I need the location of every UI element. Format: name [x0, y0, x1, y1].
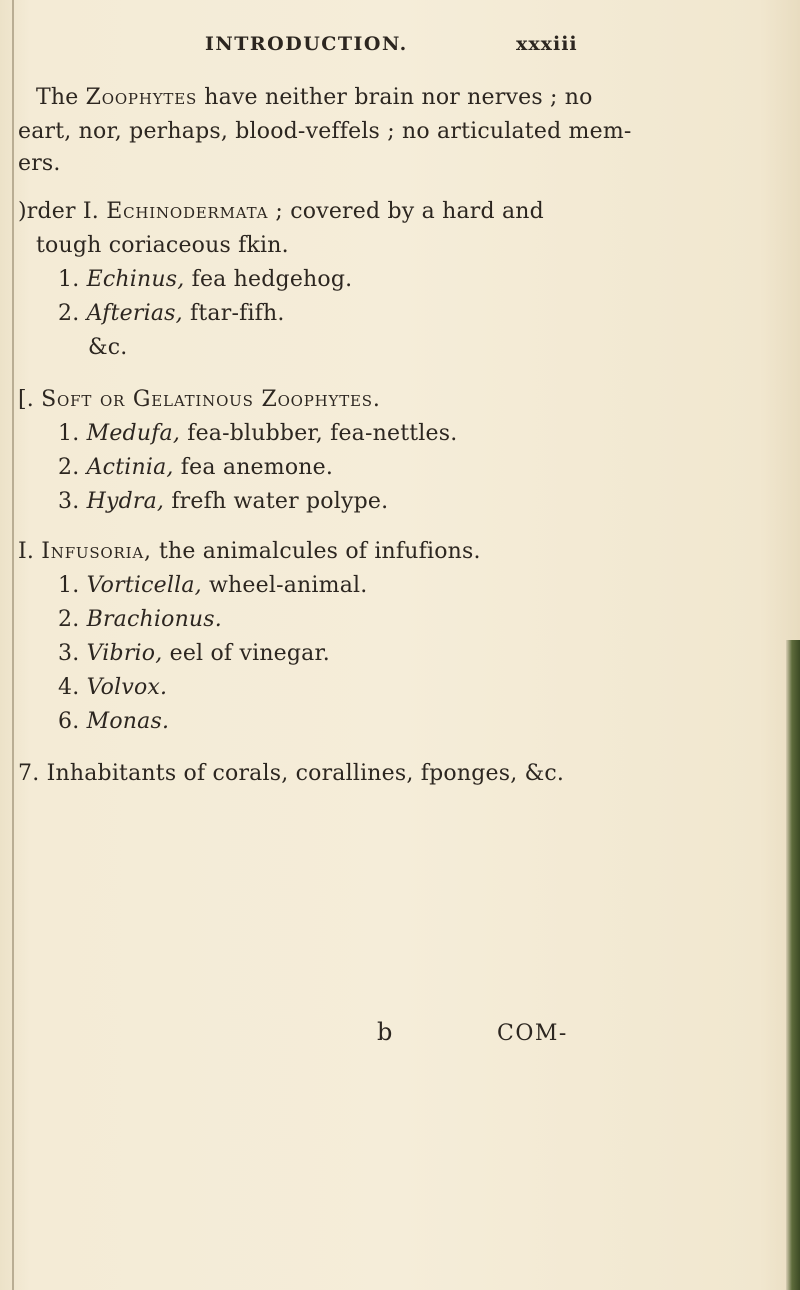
order-4-heading: 7. Inhabitants of corals, corallines, fponges, &c. [18, 761, 565, 786]
list-item: 1. Echinus, fea hedgehog. [58, 267, 353, 292]
list-item: 2. Brachionus. [58, 607, 222, 632]
order-2-name: Soft or Gelatinous Zoophytes. [41, 387, 381, 412]
list-item: 4. Volvox. [58, 675, 168, 700]
order-1-name: Echinodermata [106, 199, 269, 224]
page-edge-shadow [786, 640, 800, 1290]
order-3-name: Infusoria, [41, 539, 152, 564]
order-1-desc: tough coriaceous fkin. [36, 233, 289, 258]
order-1-heading: )rder I. Echinodermata ; covered by a hard and [18, 199, 544, 224]
page-gutter-edge [12, 0, 14, 1290]
intro-line-3: ers. [18, 151, 61, 176]
list-item: 1. Vorticella, wheel-animal. [58, 573, 368, 598]
signature-mark: b [377, 1018, 393, 1046]
intro-line-1: The Zoophytes have neither brain nor nerves ; no [36, 85, 593, 110]
list-item: 6. Monas. [58, 709, 170, 734]
page-number: xxxiii [516, 33, 578, 55]
order-2-heading: [. Soft or Gelatinous Zoophytes. [18, 387, 381, 412]
intro-line-2: eart, nor, perhaps, blood-veffels ; no articulated mem- [18, 119, 632, 144]
list-item: &c. [88, 335, 128, 360]
list-item: 3. Vibrio, eel of vinegar. [58, 641, 330, 666]
list-item: 2. Afterias, ftar-fifh. [58, 301, 285, 326]
catchword: COM- [497, 1021, 568, 1046]
term-zoophytes: Zoophytes [85, 85, 198, 110]
running-head: INTRODUCTION. [205, 33, 408, 55]
list-item: 2. Actinia, fea anemone. [58, 455, 334, 480]
list-item: 1. Medufa, fea-blubber, fea-nettles. [58, 421, 458, 446]
order-3-heading: I. Infusoria, the animalcules of infufions. [18, 539, 481, 564]
list-item: 3. Hydra, frefh water polype. [58, 489, 389, 514]
